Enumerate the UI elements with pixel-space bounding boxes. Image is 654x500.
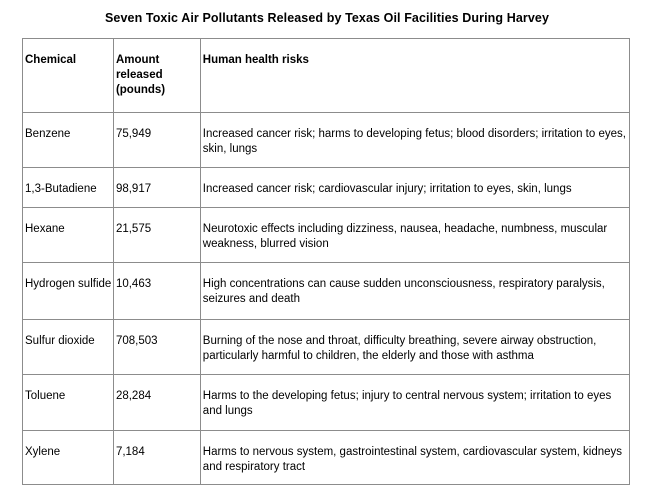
cell-chemical: Xylene [23, 431, 114, 485]
table-row [23, 263, 630, 320]
cell-amount: 28,284 [113, 375, 200, 431]
cell-amount: 7,184 [113, 431, 200, 485]
cell-risks: Harms to the developing fetus; injury to central nervous system; irritation to eyes and lungs [200, 375, 629, 431]
cell-risks: Harms to nervous system, gastrointestinal system, cardiovascular system, kidneys and respiratory tract [200, 431, 629, 485]
cell-chemical: Hexane [23, 208, 114, 263]
page-title: Seven Toxic Air Pollutants Released by Texas Oil Facilities During Harvey [104, 11, 550, 25]
table-header-row [23, 39, 630, 113]
table-row [23, 320, 630, 375]
table-row [23, 168, 630, 208]
header-risks: Human health risks [200, 39, 629, 113]
table-row [23, 431, 630, 485]
table-row [23, 208, 630, 263]
cell-chemical: Benzene [23, 113, 114, 168]
cell-amount: 75,949 [113, 113, 200, 168]
header-amount: Amount released (pounds) [113, 39, 200, 113]
table-row [23, 113, 630, 168]
cell-amount: 21,575 [113, 208, 200, 263]
pollutants-table [22, 38, 630, 485]
cell-amount: 708,503 [113, 320, 200, 375]
cell-risks: Burning of the nose and throat, difficulty breathing, severe airway obstruction, particularly harmful to children, the elderly and those with asthma [200, 320, 629, 375]
cell-amount: 98,917 [113, 168, 200, 208]
cell-amount: 10,463 [113, 263, 200, 320]
cell-risks: Increased cancer risk; harms to developing fetus; blood disorders; irritation to eyes, skin, lungs [200, 113, 629, 168]
cell-chemical: Toluene [23, 375, 114, 431]
cell-risks: High concentrations can cause sudden unconsciousness, respiratory paralysis, seizures and death [200, 263, 629, 320]
table-row [23, 375, 630, 431]
cell-risks: Increased cancer risk; cardiovascular injury; irritation to eyes, skin, lungs [200, 168, 629, 208]
cell-risks: Neurotoxic effects including dizziness, nausea, headache, numbness, muscular weakness, blurred vision [200, 208, 629, 263]
cell-chemical: Hydrogen sulfide [23, 263, 114, 320]
header-chemical: Chemical [23, 39, 114, 113]
cell-chemical: 1,3-Butadiene [23, 168, 114, 208]
cell-chemical: Sulfur dioxide [23, 320, 114, 375]
